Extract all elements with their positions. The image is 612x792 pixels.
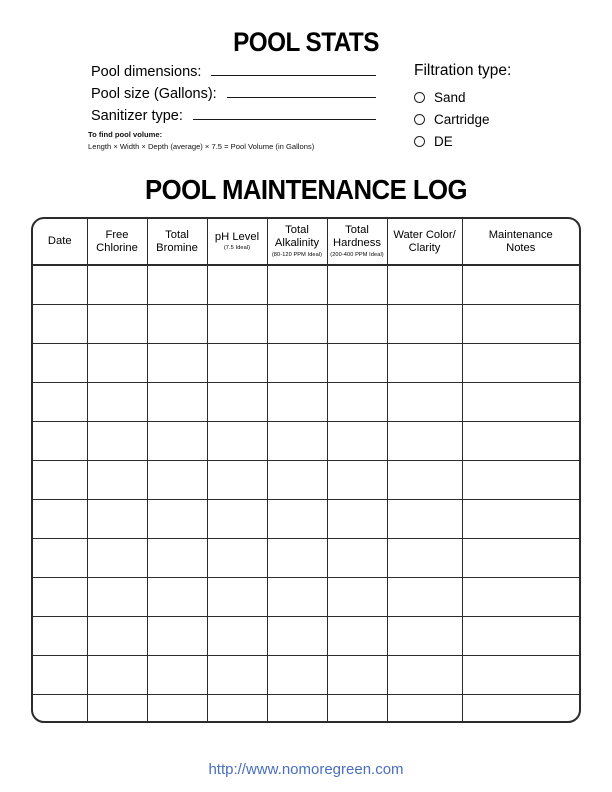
radio-icon-cartridge[interactable]: [414, 114, 425, 125]
table-cell[interactable]: [462, 578, 579, 617]
table-cell[interactable]: [387, 656, 462, 695]
table-cell[interactable]: [207, 617, 267, 656]
table-cell[interactable]: [267, 265, 327, 305]
pool-volume-note-formula: Length × Width × Depth (average) × 7.5 = Pool Volume (in Gallons): [88, 141, 315, 151]
table-cell[interactable]: [387, 461, 462, 500]
table-cell[interactable]: [207, 539, 267, 578]
field-label-pool-size: Pool size (Gallons):: [91, 86, 217, 102]
table-cell[interactable]: [327, 344, 387, 383]
table-cell[interactable]: [87, 422, 147, 461]
table-header-cell: [327, 219, 387, 265]
filtration-option-cartridge[interactable]: [414, 108, 594, 130]
table-cell[interactable]: [87, 461, 147, 500]
filtration-option-label-sand: Sand: [434, 89, 466, 105]
table-header-label: Date: [47, 235, 72, 248]
table-header-label: Maintenance: [488, 228, 553, 241]
table-cell[interactable]: [462, 500, 579, 539]
table-row: [33, 617, 579, 656]
table-header-label: pH Level: [214, 230, 260, 243]
table-cell[interactable]: [33, 695, 87, 724]
table-cell[interactable]: [267, 305, 327, 344]
pool-volume-note-heading: To find pool volume:: [88, 130, 163, 139]
table-header: [33, 219, 579, 265]
table-cell[interactable]: [387, 695, 462, 724]
maintenance-log-table: [33, 219, 579, 723]
table-cell[interactable]: [33, 539, 87, 578]
table-cell[interactable]: [33, 265, 87, 305]
table-cell[interactable]: [87, 500, 147, 539]
table-header-label-line2: Bromine: [156, 241, 198, 254]
page-title-maintenance-log: POOL MAINTENANCE LOG: [145, 174, 467, 205]
footer-url[interactable]: http://www.nomoregreen.com: [208, 761, 404, 778]
table-cell[interactable]: [147, 578, 207, 617]
table-row: [33, 461, 579, 500]
table-cell[interactable]: [327, 578, 387, 617]
table-cell[interactable]: [387, 500, 462, 539]
page-title-pool-stats: POOL STATS: [233, 27, 379, 57]
table-cell[interactable]: [387, 578, 462, 617]
table-cell[interactable]: [207, 500, 267, 539]
table-row: [33, 578, 579, 617]
radio-icon-de[interactable]: [414, 136, 425, 147]
table-row: [33, 656, 579, 695]
table-cell[interactable]: [87, 539, 147, 578]
table-header-label-line2: Alkalinity: [274, 237, 320, 249]
table-cell[interactable]: [207, 422, 267, 461]
table-row: [33, 265, 579, 305]
table-header-sublabel: (200-400 PPM Ideal): [330, 251, 384, 258]
table-cell[interactable]: [147, 695, 207, 724]
table-header-label-line2: Clarity: [408, 241, 441, 254]
table-cell[interactable]: [387, 383, 462, 422]
filtration-type-label: Filtration type:: [414, 62, 512, 79]
filtration-option-sand[interactable]: [414, 86, 594, 108]
table-cell[interactable]: [462, 695, 579, 724]
field-input-sanitizer-type[interactable]: [193, 106, 376, 120]
table-header-label: Total: [165, 228, 189, 241]
table-cell[interactable]: [267, 500, 327, 539]
table-header-label: Free: [105, 228, 129, 241]
table-cell[interactable]: [327, 422, 387, 461]
table-cell[interactable]: [147, 305, 207, 344]
table-cell[interactable]: [87, 656, 147, 695]
table-cell[interactable]: [267, 539, 327, 578]
field-label-sanitizer-type: Sanitizer type:: [91, 108, 183, 124]
radio-icon-sand[interactable]: [414, 92, 425, 103]
table-cell[interactable]: [267, 656, 327, 695]
table-cell[interactable]: [387, 265, 462, 305]
table-row: [33, 383, 579, 422]
table-cell[interactable]: [327, 617, 387, 656]
table-cell[interactable]: [327, 695, 387, 724]
table-header-cell: [387, 219, 462, 265]
table-cell[interactable]: [207, 695, 267, 724]
table-cell[interactable]: [33, 617, 87, 656]
table-cell[interactable]: [462, 461, 579, 500]
table-row: [33, 305, 579, 344]
table-header-cell: [33, 219, 87, 265]
table-cell[interactable]: [147, 344, 207, 383]
table-cell[interactable]: [387, 344, 462, 383]
table-cell[interactable]: [327, 383, 387, 422]
table-cell[interactable]: [87, 383, 147, 422]
table-cell[interactable]: [207, 656, 267, 695]
table-cell[interactable]: [207, 383, 267, 422]
field-pool-size: [91, 84, 376, 106]
maintenance-log-table-container: [31, 217, 581, 723]
table-cell[interactable]: [327, 539, 387, 578]
table-cell[interactable]: [462, 422, 579, 461]
table-cell[interactable]: [267, 695, 327, 724]
table-cell[interactable]: [387, 617, 462, 656]
table-cell[interactable]: [462, 617, 579, 656]
table-cell[interactable]: [207, 461, 267, 500]
table-cell[interactable]: [267, 344, 327, 383]
table-cell[interactable]: [147, 539, 207, 578]
table-cell[interactable]: [33, 578, 87, 617]
table-cell[interactable]: [327, 305, 387, 344]
field-input-pool-dimensions[interactable]: [211, 62, 376, 76]
table-cell[interactable]: [33, 383, 87, 422]
pool-stats-fields: [91, 62, 376, 128]
table-cell[interactable]: [33, 461, 87, 500]
table-cell[interactable]: [462, 539, 579, 578]
table-row: [33, 344, 579, 383]
table-row: [33, 539, 579, 578]
table-cell[interactable]: [33, 305, 87, 344]
field-sanitizer-type: [91, 106, 376, 128]
table-cell[interactable]: [33, 656, 87, 695]
table-cell[interactable]: [147, 656, 207, 695]
table-header-cell: [267, 219, 327, 265]
table-header-sublabel: (80-120 PPM Ideal): [271, 251, 323, 258]
table-cell[interactable]: [462, 656, 579, 695]
table-header-label-line2: Hardness: [333, 237, 381, 249]
table-cell[interactable]: [87, 305, 147, 344]
table-cell[interactable]: [87, 617, 147, 656]
table-cell[interactable]: [462, 305, 579, 344]
table-cell[interactable]: [267, 422, 327, 461]
table-header-label-line2: Chlorine: [96, 241, 138, 254]
table-cell[interactable]: [462, 344, 579, 383]
table-cell[interactable]: [207, 265, 267, 305]
field-label-pool-dimensions: Pool dimensions:: [91, 64, 202, 80]
field-pool-dimensions: [91, 62, 376, 84]
table-header-cell: [207, 219, 267, 265]
table-cell[interactable]: [327, 656, 387, 695]
table-cell[interactable]: [207, 344, 267, 383]
table-header-cell: [147, 219, 207, 265]
filtration-option-label-cartridge: Cartridge: [434, 111, 490, 127]
table-header-label: Water Color/: [393, 228, 456, 241]
table-cell[interactable]: [267, 578, 327, 617]
table-row: [33, 500, 579, 539]
table-cell[interactable]: [33, 344, 87, 383]
field-input-pool-size[interactable]: [227, 84, 376, 98]
table-cell[interactable]: [87, 265, 147, 305]
table-cell[interactable]: [267, 617, 327, 656]
filtration-type-group: [414, 62, 594, 152]
table-header-cell: [462, 219, 579, 265]
table-header-row: [33, 219, 579, 265]
table-header-cell: [87, 219, 147, 265]
table-header-sublabel: (7.5 Ideal): [223, 245, 251, 252]
table-body: [33, 265, 579, 723]
table-cell[interactable]: [87, 344, 147, 383]
table-cell[interactable]: [87, 695, 147, 724]
table-cell[interactable]: [387, 305, 462, 344]
table-cell[interactable]: [387, 539, 462, 578]
table-cell[interactable]: [147, 422, 207, 461]
pool-volume-note: [88, 129, 314, 152]
filtration-option-de[interactable]: [414, 130, 594, 152]
table-cell[interactable]: [147, 500, 207, 539]
table-cell[interactable]: [387, 422, 462, 461]
table-row: [33, 695, 579, 724]
table-cell[interactable]: [147, 383, 207, 422]
table-cell[interactable]: [327, 461, 387, 500]
table-cell[interactable]: [327, 265, 387, 305]
table-cell[interactable]: [462, 383, 579, 422]
table-cell[interactable]: [87, 578, 147, 617]
filtration-option-label-de: DE: [434, 133, 453, 149]
table-cell[interactable]: [33, 422, 87, 461]
table-cell[interactable]: [147, 265, 207, 305]
table-header-label: Total: [345, 224, 369, 237]
table-header-label: Total: [285, 224, 309, 237]
table-cell[interactable]: [267, 383, 327, 422]
table-cell[interactable]: [207, 305, 267, 344]
table-row: [33, 422, 579, 461]
table-cell[interactable]: [147, 617, 207, 656]
table-cell[interactable]: [33, 500, 87, 539]
table-cell[interactable]: [147, 461, 207, 500]
table-cell[interactable]: [207, 578, 267, 617]
table-header-label-line2: Notes: [506, 241, 536, 254]
table-cell[interactable]: [267, 461, 327, 500]
table-cell[interactable]: [327, 500, 387, 539]
table-cell[interactable]: [462, 265, 579, 305]
